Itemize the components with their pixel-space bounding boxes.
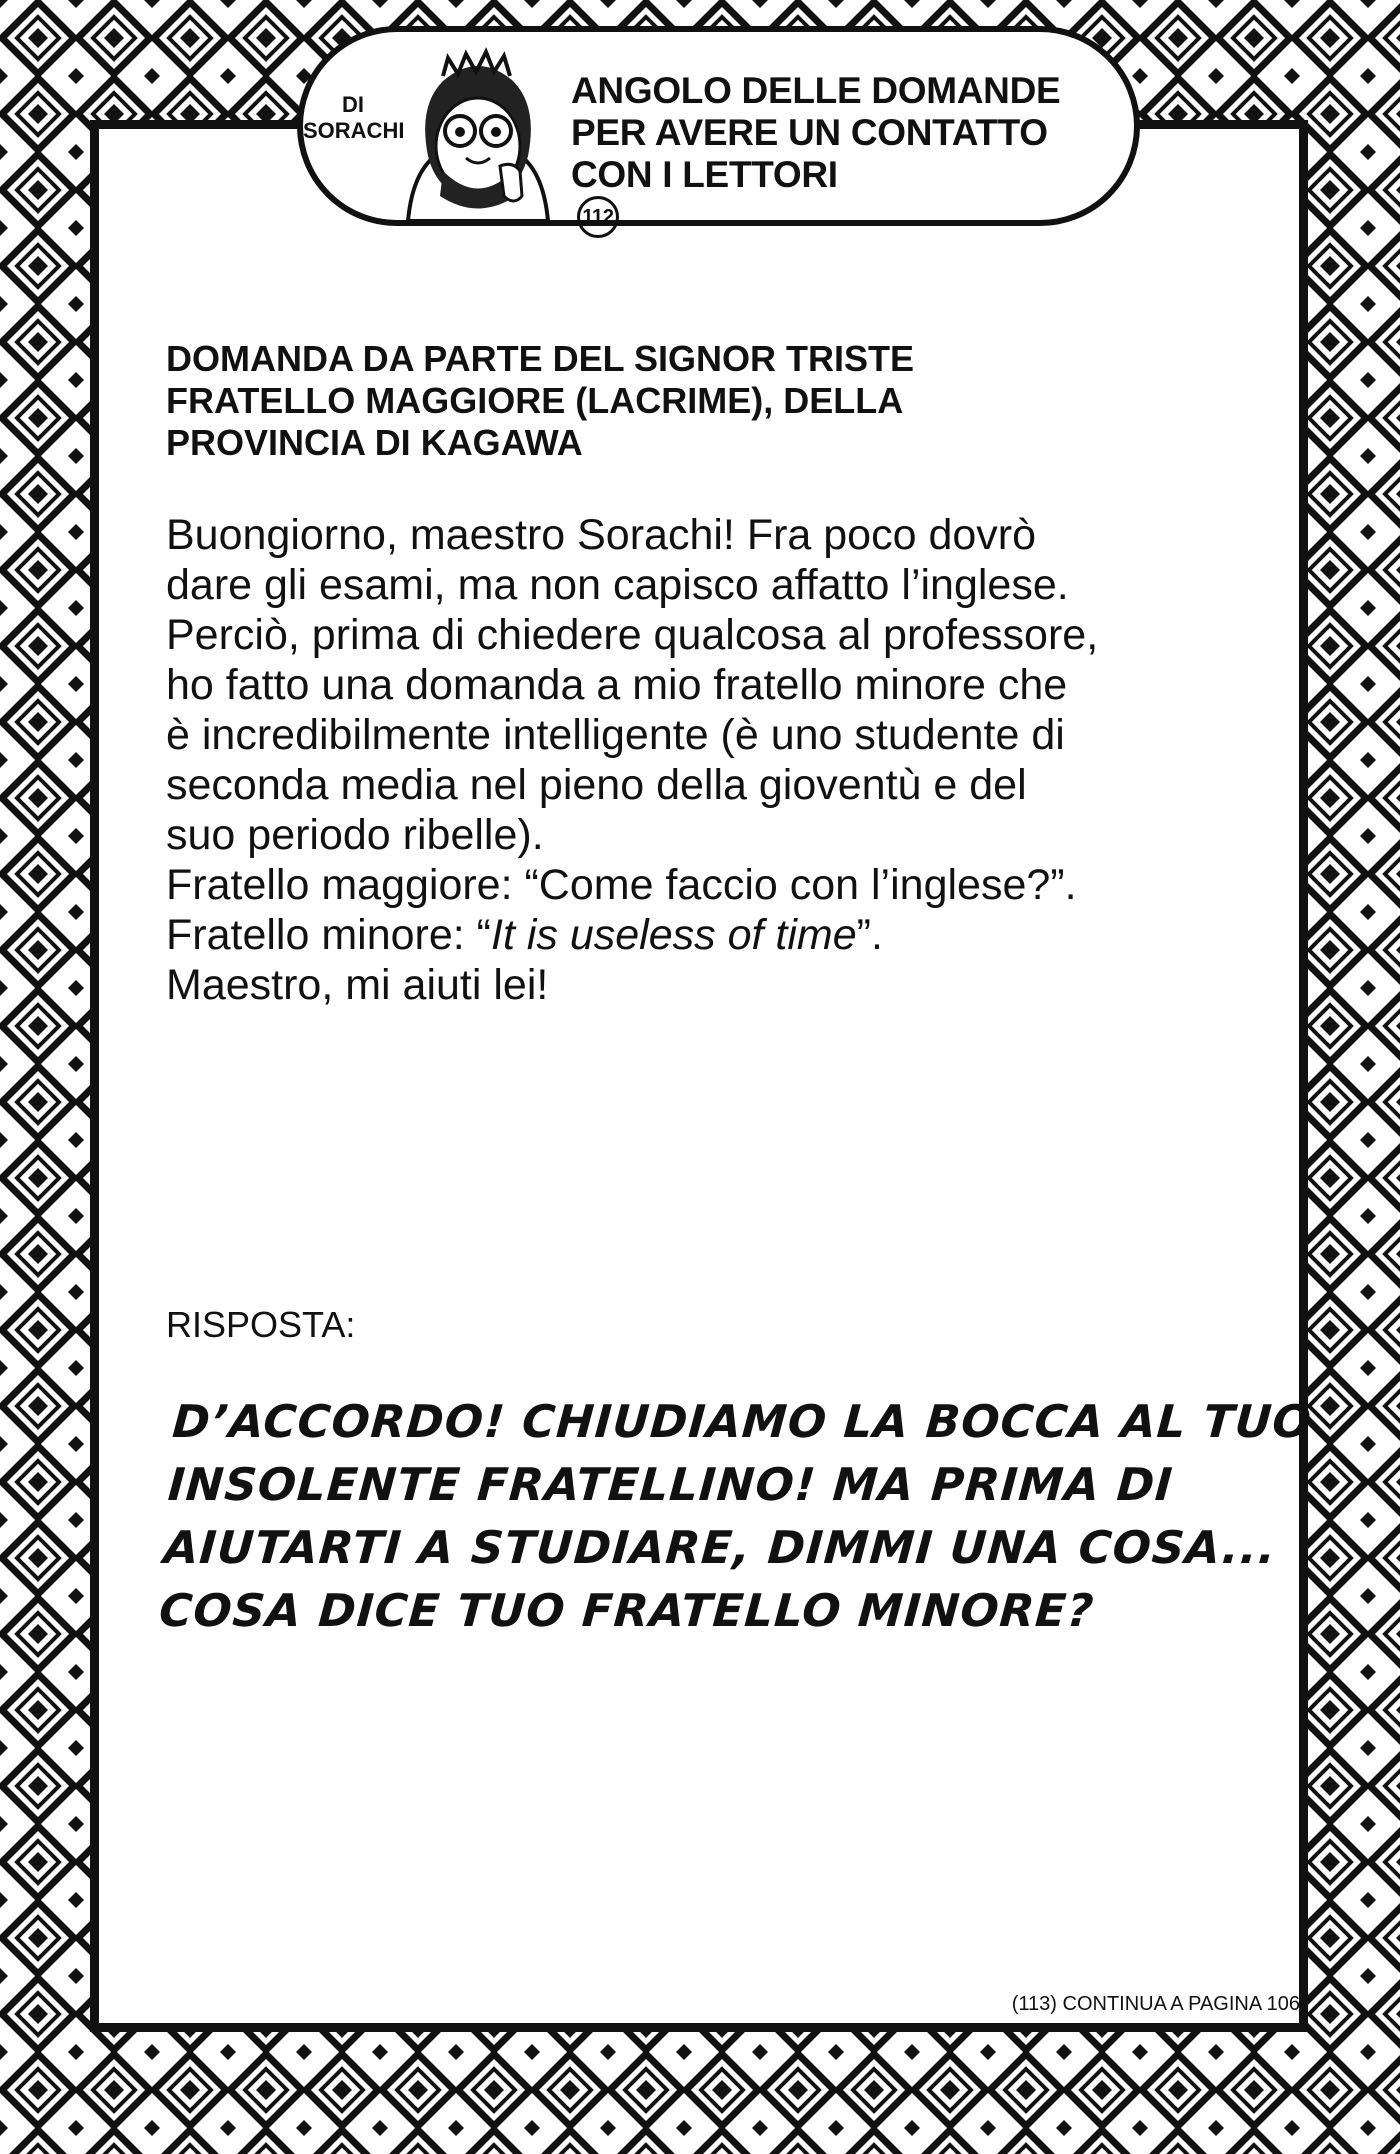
- answer-label: RISPOSTA:: [166, 1304, 356, 1345]
- header-title-line: PER AVERE UN CONTATTO: [571, 112, 1048, 153]
- question-line-quote: [166, 910, 1276, 960]
- quote-italic-text: It is useless of time: [491, 911, 857, 959]
- answer-line: D’ACCORDO! CHIUDIAMO LA BOCCA AL TUO: [170, 1395, 1314, 1448]
- continue-note: (113) CONTINUA A PAGINA 106: [1011, 1993, 1300, 2015]
- question-line: Maestro, mi aiuti lei!: [166, 961, 549, 1009]
- question-line: Buongiorno, maestro Sorachi! Fra poco dovrò: [166, 511, 1037, 559]
- question-line: Perciò, prima di chiedere qualcosa al professore,: [166, 611, 1099, 659]
- header-title-line-text: CON I LETTORI: [571, 154, 838, 195]
- question-sender-line: FRATELLO MAGGIORE (LACRIME), DELLA: [166, 380, 904, 421]
- question-sender-line: DOMANDA DA PARTE DEL SIGNOR TRISTE: [166, 338, 915, 379]
- question-line: dare gli esami, ma non capisco affatto l’inglese.: [166, 561, 1069, 609]
- answer-line: INSOLENTE FRATELLINO! MA PRIMA DI: [166, 1458, 1175, 1511]
- answer-line: COSA DICE TUO FRATELLO MINORE?: [157, 1584, 1097, 1637]
- question-line: Fratello maggiore: “Come faccio con l’inglese?”.: [166, 861, 1077, 909]
- quote-close: ”.: [856, 911, 883, 959]
- header-title: [571, 70, 1091, 238]
- question-sender: [166, 338, 1226, 464]
- answer-text: [157, 1390, 1314, 1642]
- question-line: suo periodo ribelle).: [166, 811, 544, 859]
- author-label-top: DI: [342, 92, 364, 117]
- gorilla-mascot-icon: [388, 46, 568, 226]
- author-label-bottom: SORACHI: [303, 118, 405, 143]
- question-line: è incredibilmente intelligente (è uno studente di: [166, 711, 1065, 759]
- question-sender-line: PROVINCIA DI KAGAWA: [166, 422, 583, 463]
- issue-number-badge: 112: [577, 196, 619, 238]
- header-title-line: ANGOLO DELLE DOMANDE: [571, 70, 1061, 111]
- question-text: [166, 510, 1276, 1010]
- answer-line: AIUTARTI A STUDIARE, DIMMI UNA COSA...: [161, 1521, 1279, 1574]
- header-title-line-last: [571, 154, 1091, 238]
- question-line: ho fatto una domanda a mio fratello minore che: [166, 661, 1068, 709]
- quote-open: “: [476, 911, 491, 959]
- question-line: seconda media nel pieno della gioventù e del: [166, 761, 1027, 809]
- header-banner: [297, 26, 1140, 226]
- question-line-prefix: Fratello minore:: [166, 911, 477, 959]
